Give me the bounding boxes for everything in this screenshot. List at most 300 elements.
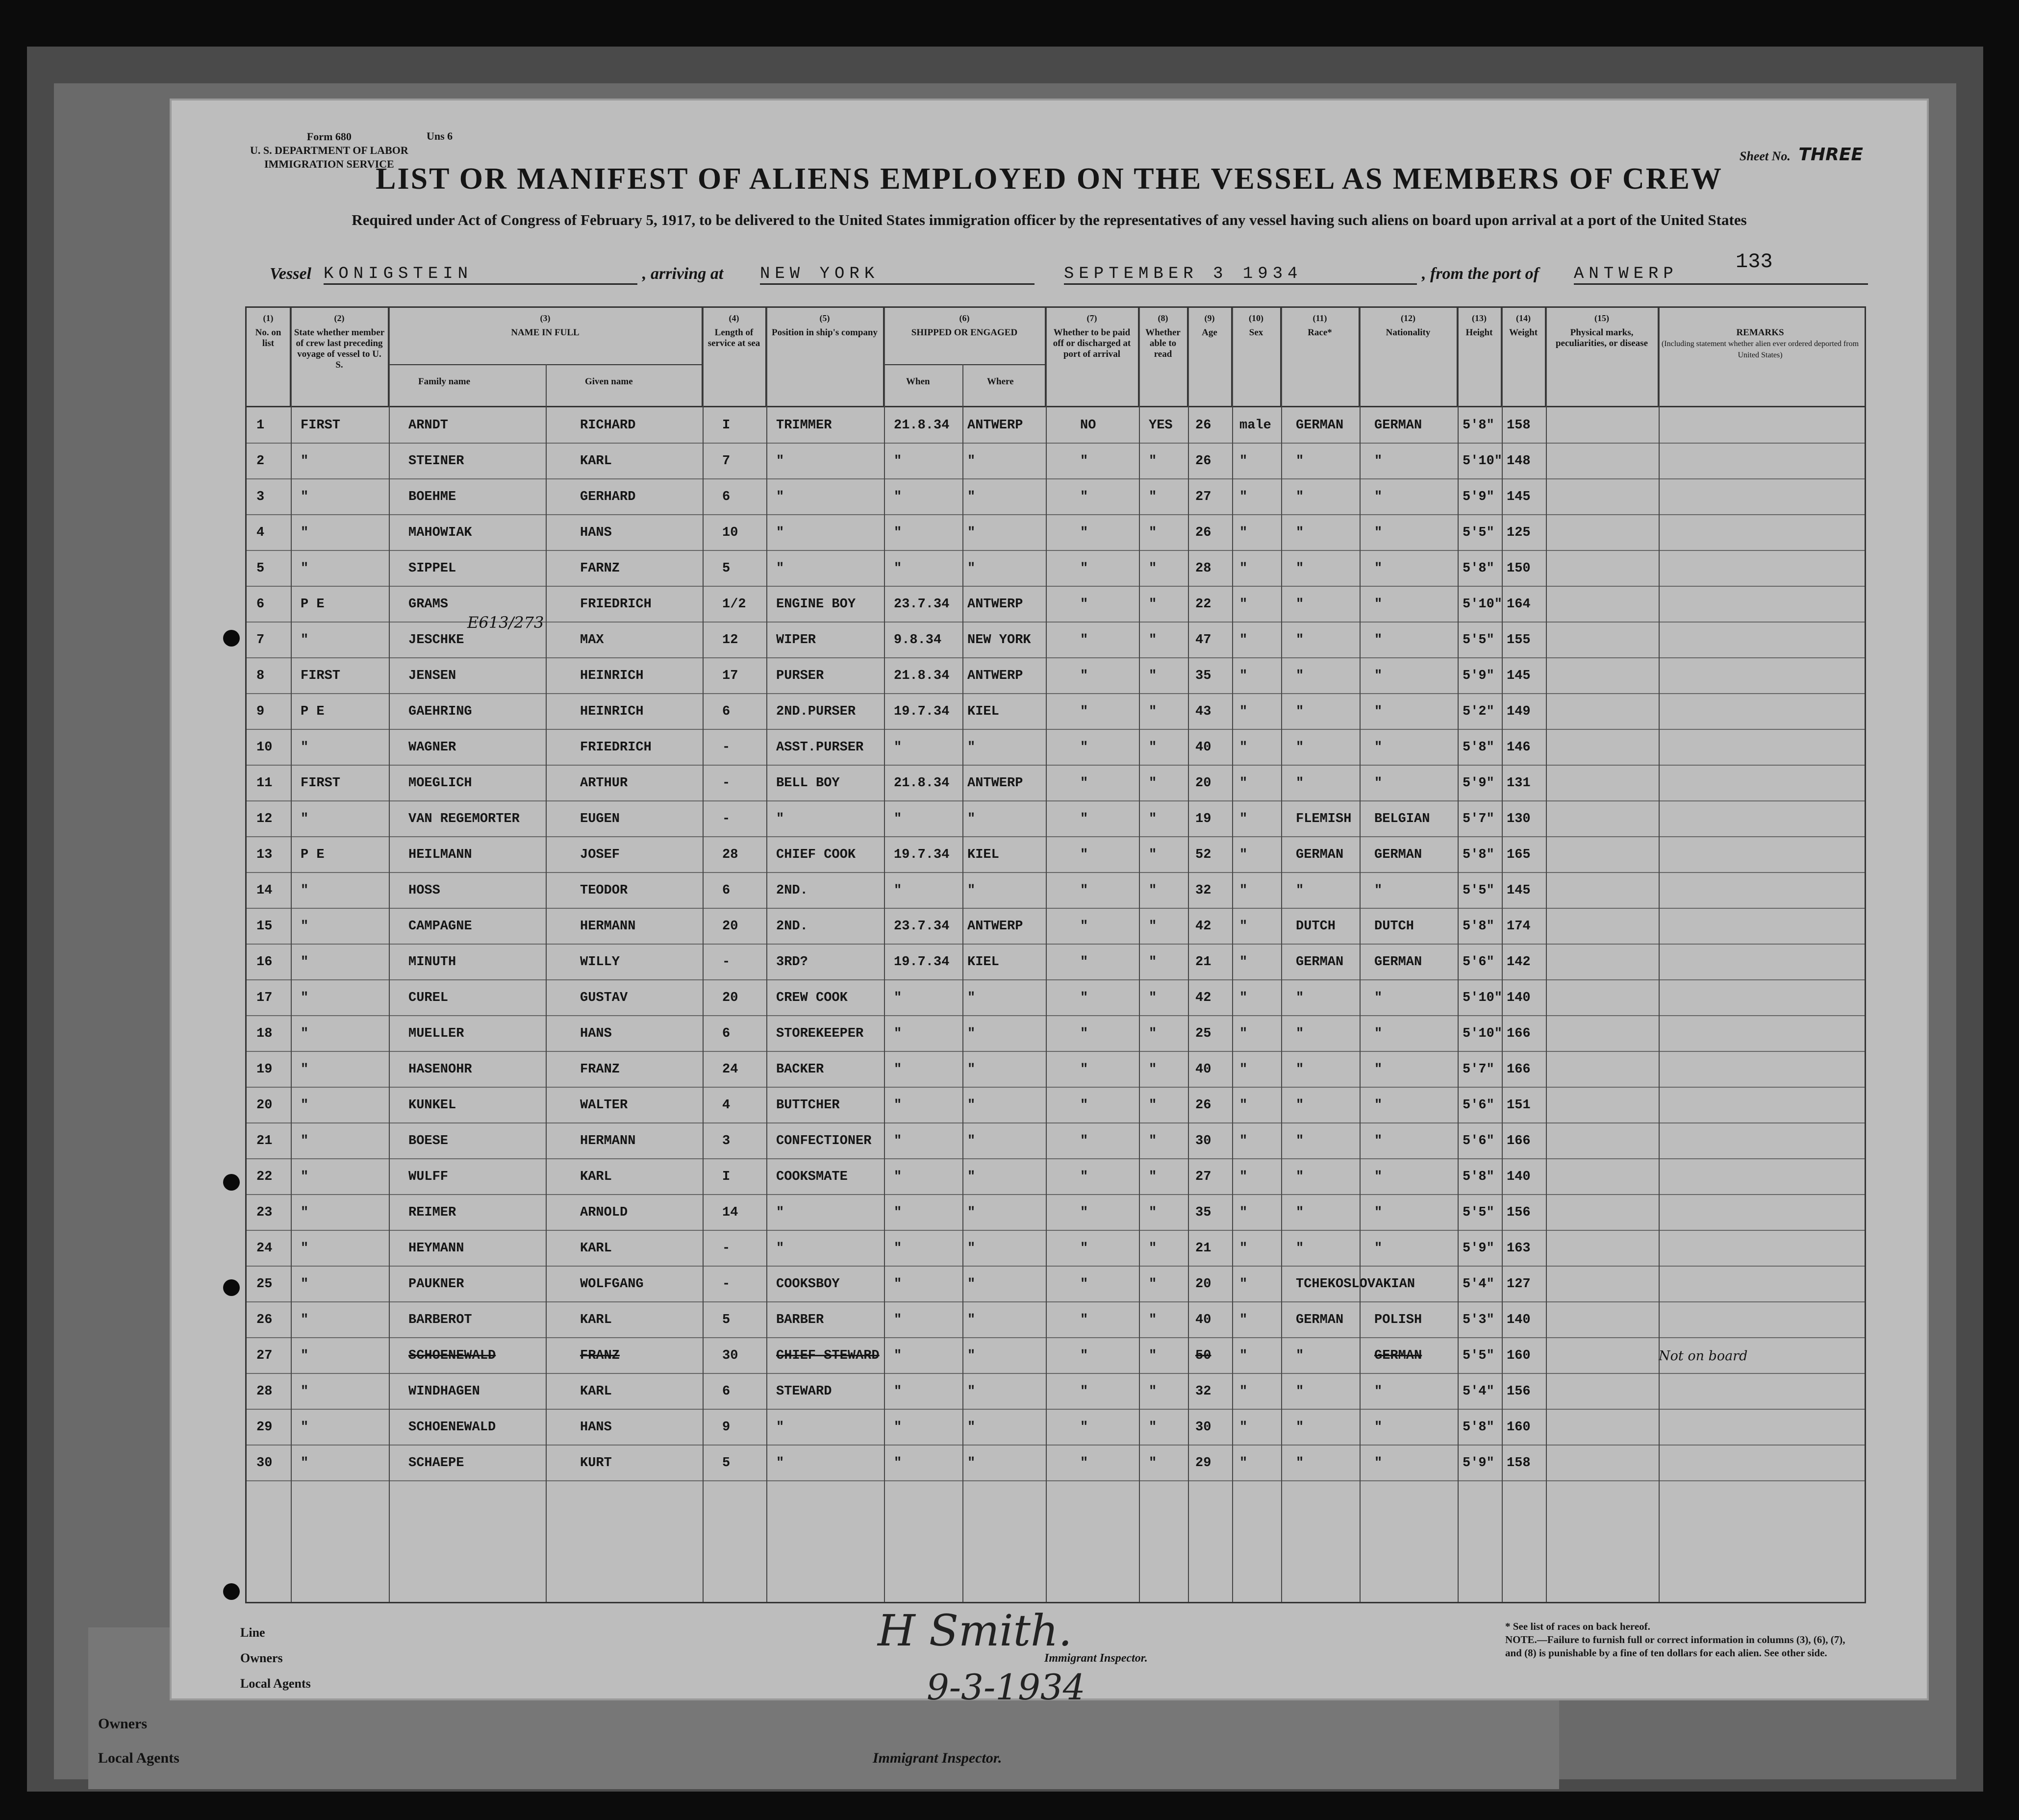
- cell-given: TEODOR: [580, 883, 628, 898]
- form-number: Form 680: [306, 130, 352, 143]
- cell-family: WULFF: [408, 1170, 449, 1184]
- cell-race: ": [1296, 454, 1304, 469]
- cell-sex: ": [1239, 490, 1248, 504]
- when-header: When: [906, 376, 930, 387]
- cell-given: ARTHUR: [580, 776, 628, 791]
- cell-no: 7: [256, 633, 265, 648]
- cell-position: ": [776, 561, 784, 576]
- cell-paid: ": [1080, 1098, 1088, 1113]
- cell-when: 19.7.34: [894, 848, 950, 862]
- cell-where: KIEL: [967, 848, 999, 862]
- cell-nat: ": [1374, 1134, 1383, 1148]
- cell-sex: ": [1239, 525, 1248, 540]
- cell-weight: 166: [1507, 1134, 1531, 1148]
- column-divider: [1046, 308, 1047, 1602]
- cell-height: 5'10": [1463, 454, 1503, 469]
- col-header-2: (2) State whether member of crew last preceding voyage of vessel to U. S.: [291, 308, 389, 406]
- cell-where: ": [967, 561, 976, 576]
- cell-where: ANTWERP: [967, 776, 1023, 791]
- cell-weight: 160: [1507, 1348, 1531, 1363]
- cell-prev: ": [301, 1384, 309, 1399]
- cell-age: 43: [1195, 704, 1211, 719]
- cell-read: ": [1149, 1026, 1157, 1041]
- cell-read: ": [1149, 955, 1157, 970]
- cell-prev: ": [301, 812, 309, 826]
- cell-position: BACKER: [776, 1062, 824, 1077]
- cell-paid: ": [1080, 525, 1088, 540]
- cell-prev: ": [301, 525, 309, 540]
- cell-height: 5'10": [1463, 597, 1503, 612]
- cell-height: 5'6": [1463, 1098, 1494, 1113]
- table-row: [247, 1409, 1865, 1446]
- cell-where: ": [967, 1277, 976, 1292]
- cell-nat: GERMAN: [1374, 848, 1422, 862]
- cell-weight: 145: [1507, 883, 1531, 898]
- cell-service: 20: [722, 991, 738, 1005]
- cell-no: 24: [256, 1241, 273, 1256]
- cell-sex: ": [1239, 597, 1248, 612]
- col-header-13: (13) Height: [1458, 308, 1502, 406]
- cell-sex: ": [1239, 1026, 1248, 1041]
- cell-age: 35: [1195, 1205, 1211, 1220]
- cell-read: ": [1149, 1456, 1157, 1471]
- cell-given: EUGEN: [580, 812, 620, 826]
- cell-when: 23.7.34: [894, 919, 950, 934]
- footnote: [1505, 1620, 1848, 1660]
- cell-no: 21: [256, 1134, 273, 1148]
- cell-no: 22: [256, 1170, 273, 1184]
- cell-given: GERHARD: [580, 490, 636, 504]
- cell-prev: P E: [301, 704, 325, 719]
- cell-weight: 145: [1507, 669, 1531, 683]
- table-row: [247, 1123, 1865, 1159]
- column-divider: [1546, 308, 1547, 1602]
- cell-given: FARNZ: [580, 561, 620, 576]
- cell-where: ": [967, 1241, 976, 1256]
- cell-sex: ": [1239, 848, 1248, 862]
- cell-nat: ": [1374, 525, 1383, 540]
- cell-given: WILLY: [580, 955, 620, 970]
- cell-when: 21.8.34: [894, 776, 950, 791]
- cell-prev: ": [301, 740, 309, 755]
- table-row: [247, 1445, 1865, 1481]
- cell-race: ": [1296, 883, 1304, 898]
- cell-sex: ": [1239, 561, 1248, 576]
- sheet-label: Sheet No.: [1739, 149, 1791, 163]
- cell-when: 9.8.34: [894, 633, 942, 648]
- cell-weight: 151: [1507, 1098, 1531, 1113]
- cell-race: DUTCH: [1296, 919, 1336, 934]
- cell-given: KARL: [580, 1384, 612, 1399]
- column-divider: [1502, 308, 1503, 1602]
- cell-no: 2: [256, 454, 265, 469]
- column-divider: [389, 308, 390, 1602]
- cell-height: 5'8": [1463, 919, 1494, 934]
- cell-height: 5'8": [1463, 1420, 1494, 1435]
- cell-service: 10: [722, 525, 738, 540]
- cell-given: WOLFGANG: [580, 1277, 644, 1292]
- cell-nat: ": [1374, 1420, 1383, 1435]
- cell-position: ": [776, 1456, 784, 1471]
- column-divider: [546, 364, 547, 1602]
- cell-race: ": [1296, 633, 1304, 648]
- cell-family: CAMPAGNE: [408, 919, 472, 934]
- cell-paid: NO: [1080, 418, 1096, 433]
- cell-nat: ": [1374, 490, 1383, 504]
- cell-where: ANTWERP: [967, 669, 1023, 683]
- cell-sex: male: [1239, 418, 1271, 433]
- cell-height: 5'4": [1463, 1277, 1494, 1292]
- cell-sex: ": [1239, 1420, 1248, 1435]
- col-header-1: (1) No. on list: [247, 308, 291, 406]
- cell-service: 30: [722, 1348, 738, 1363]
- col-header-7: (7) Whether to be paid off or discharged at port of arrival: [1046, 308, 1139, 406]
- cell-no: 25: [256, 1277, 273, 1292]
- cell-prev: ": [301, 1313, 309, 1327]
- cell-age: 29: [1195, 1456, 1211, 1471]
- cell-sex: ": [1239, 955, 1248, 970]
- cell-race: ": [1296, 1026, 1304, 1041]
- cell-position: 3RD?: [776, 955, 808, 970]
- cell-prev: FIRST: [301, 776, 341, 791]
- cell-weight: 174: [1507, 919, 1531, 934]
- column-divider: [1659, 308, 1660, 1602]
- cell-when: ": [894, 1348, 902, 1363]
- vessel-label: Vessel: [270, 265, 311, 283]
- cell-age: 50: [1195, 1348, 1211, 1363]
- cell-where: KIEL: [967, 704, 999, 719]
- cell-race: ": [1296, 740, 1304, 755]
- cell-paid: ": [1080, 1313, 1088, 1327]
- cell-read: ": [1149, 776, 1157, 791]
- cell-race: ": [1296, 1384, 1304, 1399]
- cell-height: 5'7": [1463, 1062, 1494, 1077]
- table-row: [247, 1051, 1865, 1088]
- cell-no: 17: [256, 991, 273, 1005]
- cell-given: HERMANN: [580, 1134, 636, 1148]
- cell-paid: ": [1080, 812, 1088, 826]
- cell-family: REIMER: [408, 1205, 456, 1220]
- cell-where: ": [967, 1062, 976, 1077]
- penalty-note: NOTE.—Failure to furnish full or correct information in columns (3), (6), (7), and (8) is punishable by a fine of ten dollars for each alien. See other side.: [1505, 1634, 1845, 1659]
- cell-position: COOKSMATE: [776, 1170, 848, 1184]
- cell-read: ": [1149, 1420, 1157, 1435]
- table-row: [247, 729, 1865, 766]
- cell-read: ": [1149, 525, 1157, 540]
- under-inspector-label: Immigrant Inspector.: [873, 1750, 1002, 1766]
- cell-race: ": [1296, 1205, 1304, 1220]
- cell-given: ARNOLD: [580, 1205, 628, 1220]
- table-row: [247, 1373, 1865, 1410]
- cell-read: ": [1149, 490, 1157, 504]
- cell-paid: ": [1080, 1348, 1088, 1363]
- cell-where: KIEL: [967, 955, 999, 970]
- cell-family: JENSEN: [408, 669, 456, 683]
- inspector-label: Immigrant Inspector.: [1044, 1652, 1148, 1665]
- cell-weight: 142: [1507, 955, 1531, 970]
- cell-paid: ": [1080, 1026, 1088, 1041]
- cell-where: ": [967, 1348, 976, 1363]
- col-header-12: (12) Nationality: [1360, 308, 1458, 406]
- table-row: [247, 765, 1865, 801]
- cell-position: CREW COOK: [776, 991, 848, 1005]
- cell-height: 5'9": [1463, 1241, 1494, 1256]
- cell-given: KARL: [580, 1241, 612, 1256]
- cell-position: ": [776, 525, 784, 540]
- cell-where: ": [967, 1205, 976, 1220]
- cell-no: 18: [256, 1026, 273, 1041]
- cell-race: ": [1296, 1456, 1304, 1471]
- cell-where: ": [967, 1026, 976, 1041]
- cell-family: BARBEROT: [408, 1313, 472, 1327]
- cell-paid: ": [1080, 633, 1088, 648]
- column-divider: [1139, 308, 1140, 1602]
- cell-race: ": [1296, 1241, 1304, 1256]
- cell-no: 5: [256, 561, 265, 576]
- col-header-11: (11) Race*: [1281, 308, 1360, 406]
- under-owners-label: Owners: [98, 1716, 147, 1732]
- cell-prev: ": [301, 633, 309, 648]
- table-row: [247, 1159, 1865, 1195]
- cell-prev: ": [301, 1026, 309, 1041]
- cell-service: -: [722, 955, 731, 970]
- sheet-value: THREE: [1798, 145, 1863, 165]
- table-row: [247, 801, 1865, 837]
- table-row: [247, 837, 1865, 873]
- cell-where: ": [967, 525, 976, 540]
- cell-weight: 163: [1507, 1241, 1531, 1256]
- cell-age: 28: [1195, 561, 1211, 576]
- cell-when: 19.7.34: [894, 955, 950, 970]
- cell-family: GRAMS: [408, 597, 449, 612]
- manifest-table: [245, 306, 1866, 1603]
- department: U. S. DEPARTMENT OF LABOR: [250, 144, 408, 156]
- cell-when: ": [894, 1456, 902, 1471]
- cell-family: GAEHRING: [408, 704, 472, 719]
- col-header-4: (4) Length of service at sea: [703, 308, 766, 406]
- cell-given: JOSEF: [580, 848, 620, 862]
- cell-age: 26: [1195, 418, 1211, 433]
- cell-when: ": [894, 561, 902, 576]
- cell-age: 21: [1195, 955, 1211, 970]
- cell-no: 8: [256, 669, 265, 683]
- cell-when: ": [894, 1241, 902, 1256]
- cell-prev: ": [301, 490, 309, 504]
- cell-nat: ": [1374, 991, 1383, 1005]
- cell-when: 21.8.34: [894, 669, 950, 683]
- cell-given: KARL: [580, 454, 612, 469]
- cell-race: ": [1296, 490, 1304, 504]
- cell-nat: ": [1374, 1384, 1383, 1399]
- cell-race: ": [1296, 1170, 1304, 1184]
- cell-sex: ": [1239, 704, 1248, 719]
- cell-when: ": [894, 1420, 902, 1435]
- cell-prev: ": [301, 1205, 309, 1220]
- arrival-date: SEPTEMBER 3 1934: [1064, 265, 1417, 285]
- col-header-9: (9) Age: [1188, 308, 1232, 406]
- cell-sex: ": [1239, 812, 1248, 826]
- cell-service: 14: [722, 1205, 738, 1220]
- footer-labels: [240, 1620, 311, 1696]
- cell-nat: ": [1374, 1026, 1383, 1041]
- cell-where: ": [967, 1456, 976, 1471]
- cell-nat: BELGIAN: [1374, 812, 1430, 826]
- cell-read: ": [1149, 1313, 1157, 1327]
- cell-service: 6: [722, 1384, 731, 1399]
- cell-height: 5'9": [1463, 669, 1494, 683]
- cell-age: 27: [1195, 490, 1211, 504]
- cell-where: ANTWERP: [967, 919, 1023, 934]
- cell-read: ": [1149, 991, 1157, 1005]
- cell-service: 20: [722, 919, 738, 934]
- table-row: [247, 515, 1865, 551]
- table-row: [247, 980, 1865, 1016]
- cell-weight: 156: [1507, 1384, 1531, 1399]
- table-row: [247, 694, 1865, 730]
- cell-read: ": [1149, 848, 1157, 862]
- cell-weight: 140: [1507, 991, 1531, 1005]
- cell-paid: ": [1080, 669, 1088, 683]
- cell-when: ": [894, 1134, 902, 1148]
- cell-position: ASST.PURSER: [776, 740, 864, 755]
- table-row: [247, 1266, 1865, 1302]
- cell-given: KURT: [580, 1456, 612, 1471]
- where-header: Where: [987, 376, 1014, 387]
- cell-when: ": [894, 490, 902, 504]
- cell-given: HERMANN: [580, 919, 636, 934]
- cell-no: 3: [256, 490, 265, 504]
- cell-sex: ": [1239, 883, 1248, 898]
- cell-nat: GERMAN: [1374, 955, 1422, 970]
- cell-height: 5'5": [1463, 1205, 1494, 1220]
- col-header-15: (15) Physical marks, peculiarities, or disease: [1546, 308, 1659, 406]
- cell-height: 5'5": [1463, 633, 1494, 648]
- col-header-8: (8) Whether able to read: [1139, 308, 1188, 406]
- cell-weight: 164: [1507, 597, 1531, 612]
- cell-family: WINDHAGEN: [408, 1384, 480, 1399]
- cell-no: 4: [256, 525, 265, 540]
- column-divider: [1188, 308, 1189, 1602]
- cell-no: 15: [256, 919, 273, 934]
- line-label: Line: [240, 1625, 265, 1640]
- cell-paid: ": [1080, 704, 1088, 719]
- cell-read: ": [1149, 1205, 1157, 1220]
- cell-given: KARL: [580, 1170, 612, 1184]
- page-title: LIST OR MANIFEST OF ALIENS EMPLOYED ON THE VESSEL AS MEMBERS OF CREW: [376, 162, 1723, 196]
- cell-no: 10: [256, 740, 273, 755]
- table-row: [247, 407, 1865, 444]
- cell-nat: ": [1374, 669, 1383, 683]
- cell-read: ": [1149, 1170, 1157, 1184]
- cell-position: COOKSBOY: [776, 1277, 840, 1292]
- cell-paid: ": [1080, 1420, 1088, 1435]
- cell-height: 5'8": [1463, 740, 1494, 755]
- binder-hole: [223, 1279, 240, 1296]
- cell-prev: ": [301, 991, 309, 1005]
- cell-where: ": [967, 883, 976, 898]
- cell-read: ": [1149, 1098, 1157, 1113]
- cell-family: STEINER: [408, 454, 464, 469]
- cell-sex: ": [1239, 740, 1248, 755]
- from-port: ANTWERP: [1574, 265, 1868, 285]
- cell-weight: 145: [1507, 490, 1531, 504]
- cell-service: -: [722, 740, 731, 755]
- cell-height: 5'8": [1463, 561, 1494, 576]
- column-divider: [1360, 308, 1361, 1602]
- cell-read: ": [1149, 454, 1157, 469]
- agents-label: Local Agents: [240, 1676, 311, 1691]
- cell-read: ": [1149, 704, 1157, 719]
- cell-where: ": [967, 490, 976, 504]
- cell-weight: 146: [1507, 740, 1531, 755]
- cell-sex: ": [1239, 1170, 1248, 1184]
- cell-weight: 130: [1507, 812, 1531, 826]
- col-header-14: (14) Weight: [1502, 308, 1546, 406]
- cell-given: HEINRICH: [580, 704, 644, 719]
- cell-height: 5'8": [1463, 1170, 1494, 1184]
- cell-sex: ": [1239, 776, 1248, 791]
- cell-read: ": [1149, 561, 1157, 576]
- cell-family: SCHOENEWALD: [408, 1348, 496, 1363]
- cell-position: CONFECTIONER: [776, 1134, 872, 1148]
- cell-where: ": [967, 1134, 976, 1148]
- cell-service: 5: [722, 1456, 731, 1471]
- cell-age: 40: [1195, 740, 1211, 755]
- cell-no: 16: [256, 955, 273, 970]
- table-row: [247, 1016, 1865, 1052]
- cell-height: 5'6": [1463, 955, 1494, 970]
- owners-label: Owners: [240, 1651, 283, 1665]
- cell-prev: ": [301, 1348, 309, 1363]
- signed-date: 9-3-1934: [927, 1667, 1085, 1708]
- races-note: * See list of races on back hereof.: [1505, 1621, 1650, 1632]
- col-header-remarks: REMARKS (Including statement whether alien ever ordered deported from United States): [1661, 327, 1859, 359]
- cell-nat: ": [1374, 633, 1383, 648]
- cell-family: CUREL: [408, 991, 449, 1005]
- vessel-name: KONIGSTEIN: [324, 265, 637, 285]
- cell-race: ": [1296, 991, 1304, 1005]
- cell-service: -: [722, 812, 731, 826]
- page-number: 133: [1736, 250, 1773, 274]
- cell-age: 32: [1195, 1384, 1211, 1399]
- cell-height: 5'5": [1463, 1348, 1494, 1363]
- cell-where: ": [967, 1170, 976, 1184]
- cell-sex: ": [1239, 1313, 1248, 1327]
- cell-nat: ": [1374, 1241, 1383, 1256]
- cell-position: ": [776, 1420, 784, 1435]
- binder-hole: [223, 1174, 240, 1191]
- cell-prev: P E: [301, 597, 325, 612]
- cell-race: GERMAN: [1296, 848, 1344, 862]
- cell-read: ": [1149, 1348, 1157, 1363]
- cell-paid: ": [1080, 848, 1088, 862]
- cell-read: YES: [1149, 418, 1173, 433]
- col-header-5: (5) Position in ship's company: [766, 308, 884, 406]
- cell-weight: 165: [1507, 848, 1531, 862]
- cell-prev: FIRST: [301, 669, 341, 683]
- cell-age: 42: [1195, 991, 1211, 1005]
- side-mark: Uns 6: [427, 130, 453, 142]
- cell-race: GERMAN: [1296, 1313, 1344, 1327]
- cell-sex: ": [1239, 1062, 1248, 1077]
- cell-nat: ": [1374, 883, 1383, 898]
- cell-paid: ": [1080, 490, 1088, 504]
- cell-no: 12: [256, 812, 273, 826]
- cell-position: ": [776, 812, 784, 826]
- cell-height: 5'9": [1463, 776, 1494, 791]
- cell-nat: ": [1374, 740, 1383, 755]
- cell-given: MAX: [580, 633, 604, 648]
